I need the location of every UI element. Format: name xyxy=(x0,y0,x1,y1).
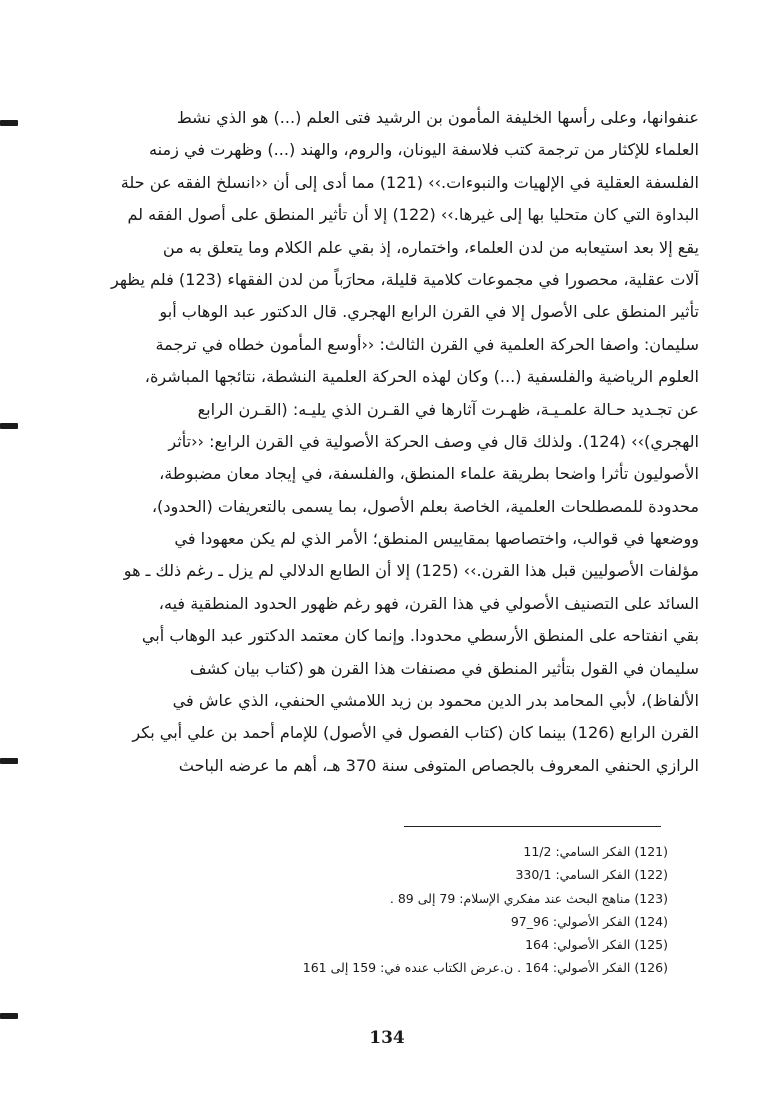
body-line: تأثير المنطق على الأصول إلا في القرن الرابع الهجري. قال الدكتور عبد الوهاب أبو xyxy=(159,302,699,322)
footnote-divider xyxy=(404,826,661,827)
body-line: مؤلفات الأصوليين قبل هذا القرن.›› (125) إلا أن الطابع الدلالي لم يزل ـ رغم ذلك ـ هو xyxy=(123,561,699,581)
body-line: العلوم الرياضية والفلسفية (...) وكان لهذه الحركة العلمية النشطة، نتائجها المباشرة، xyxy=(144,367,699,387)
body-line: عنفوانها، وعلى رأسها الخليفة المأمون بن الرشيد فتى العلم (...) هو الذي نشط xyxy=(176,108,699,127)
body-line: عن تجـديد حـالة علمـيـة، ظهـرت آثارها في القـرن الذي يليـه: (القـرن الرابع xyxy=(197,399,699,419)
body-line: الهجري)›› (124). ولذلك قال في وصف الحركة الأصولية في القرن الرابع: ‹‹تأثر xyxy=(168,431,699,451)
page-number: 134 xyxy=(369,1028,405,1048)
body-line: آلات عقلية، محصورا في مجموعات كلامية قليلة، محارَباً من لدن الفقهاء (123) فلم يظهر xyxy=(110,269,699,289)
body-line: ووضعها في قوالب، واختصاصها بمقاييس المنطق؛ الأمر الذي لم يكن معهودا في xyxy=(174,529,699,549)
footnote: (126) الفكر الأصولي: 164 . ن.عرض الكتاب عنده في: 159 إلى 161 xyxy=(302,960,668,976)
body-line: العلماء للإكثار من ترجمة كتب فلاسفة اليونان، والروم، والهند (...) وظهرت في زمنه xyxy=(148,140,699,160)
body-line: محدودة للمصطلحات العلمية، الخاصة بعلم الأصول، بما يسمى بالتعريفات (الحدود)، xyxy=(151,496,699,516)
body-line: الفلسفة العقلية في الإلهيات والنبوءات.›› (121) مما أدى إلى أن ‹‹انسلخ الفقه عن حلة xyxy=(120,172,699,192)
footnote: (124) الفكر الأصولي: 96_97 xyxy=(510,913,668,929)
margin-mark xyxy=(0,120,18,126)
body-text xyxy=(62,102,699,782)
footnote: (125) الفكر الأصولي: 164 xyxy=(525,937,668,953)
margin-mark xyxy=(0,423,18,429)
footnote: (121) الفكر السامي: 11/2 xyxy=(523,844,668,859)
footnote: (123) مناهج البحث عند مفكري الإسلام: 79 إلى 89 . xyxy=(389,890,668,906)
margin-mark xyxy=(0,758,18,764)
body-line: الأصوليون تأثرا واضحا بطريقة علماء المنطق، والفلسفة، في إيجاد معان مضبوطة، xyxy=(159,464,699,484)
body-line: القرن الرابع (126) بينما كان (كتاب الفصول في الأصول) للإمام أحمد بن علي أبي بكر xyxy=(132,723,699,743)
body-line: الألفاظ)، لأبي المحامد بدر الدين محمود بن زيد اللامشي الحنفي، الذي عاش في xyxy=(172,691,699,711)
body-line: يقع إلا بعد استيعابه من لدن العلماء، واختماره، إذ بقي علم الكلام وما يتعلق به من xyxy=(162,237,699,257)
body-line: السائد على التصنيف الأصولي في هذا القرن، فهو رغم ظهور الحدود المنطقية فيه، xyxy=(158,593,699,613)
body-line: الرازي الحنفي المعروف بالجصاص المتوفى سنة 370 هـ، أهم ما عرضه الباحث xyxy=(178,755,699,775)
body-line: سليمان: واصفا الحركة العلمية في القرن الثالث: ‹‹أوسع المأمون خطاه في ترجمة xyxy=(155,334,699,354)
body-line: سليمان في القول بتأثير المنطق في مصنفات هذا القرن هو (كتاب بيان كشف xyxy=(189,658,699,678)
footnote: (122) الفكر السامي: 330/1 xyxy=(515,867,668,883)
footnotes xyxy=(290,840,668,980)
body-line: بقي انفتاحه على المنطق الأرسطي محدودا. وإنما كان معتمد الدكتور عبد الوهاب أبي xyxy=(141,626,699,646)
margin-mark xyxy=(0,1013,18,1019)
body-line: البداوة التي كان متحليا بها إلى غيرها.›› (122) إلا أن تأثير المنطق على أصول الفقه لم xyxy=(127,205,699,225)
